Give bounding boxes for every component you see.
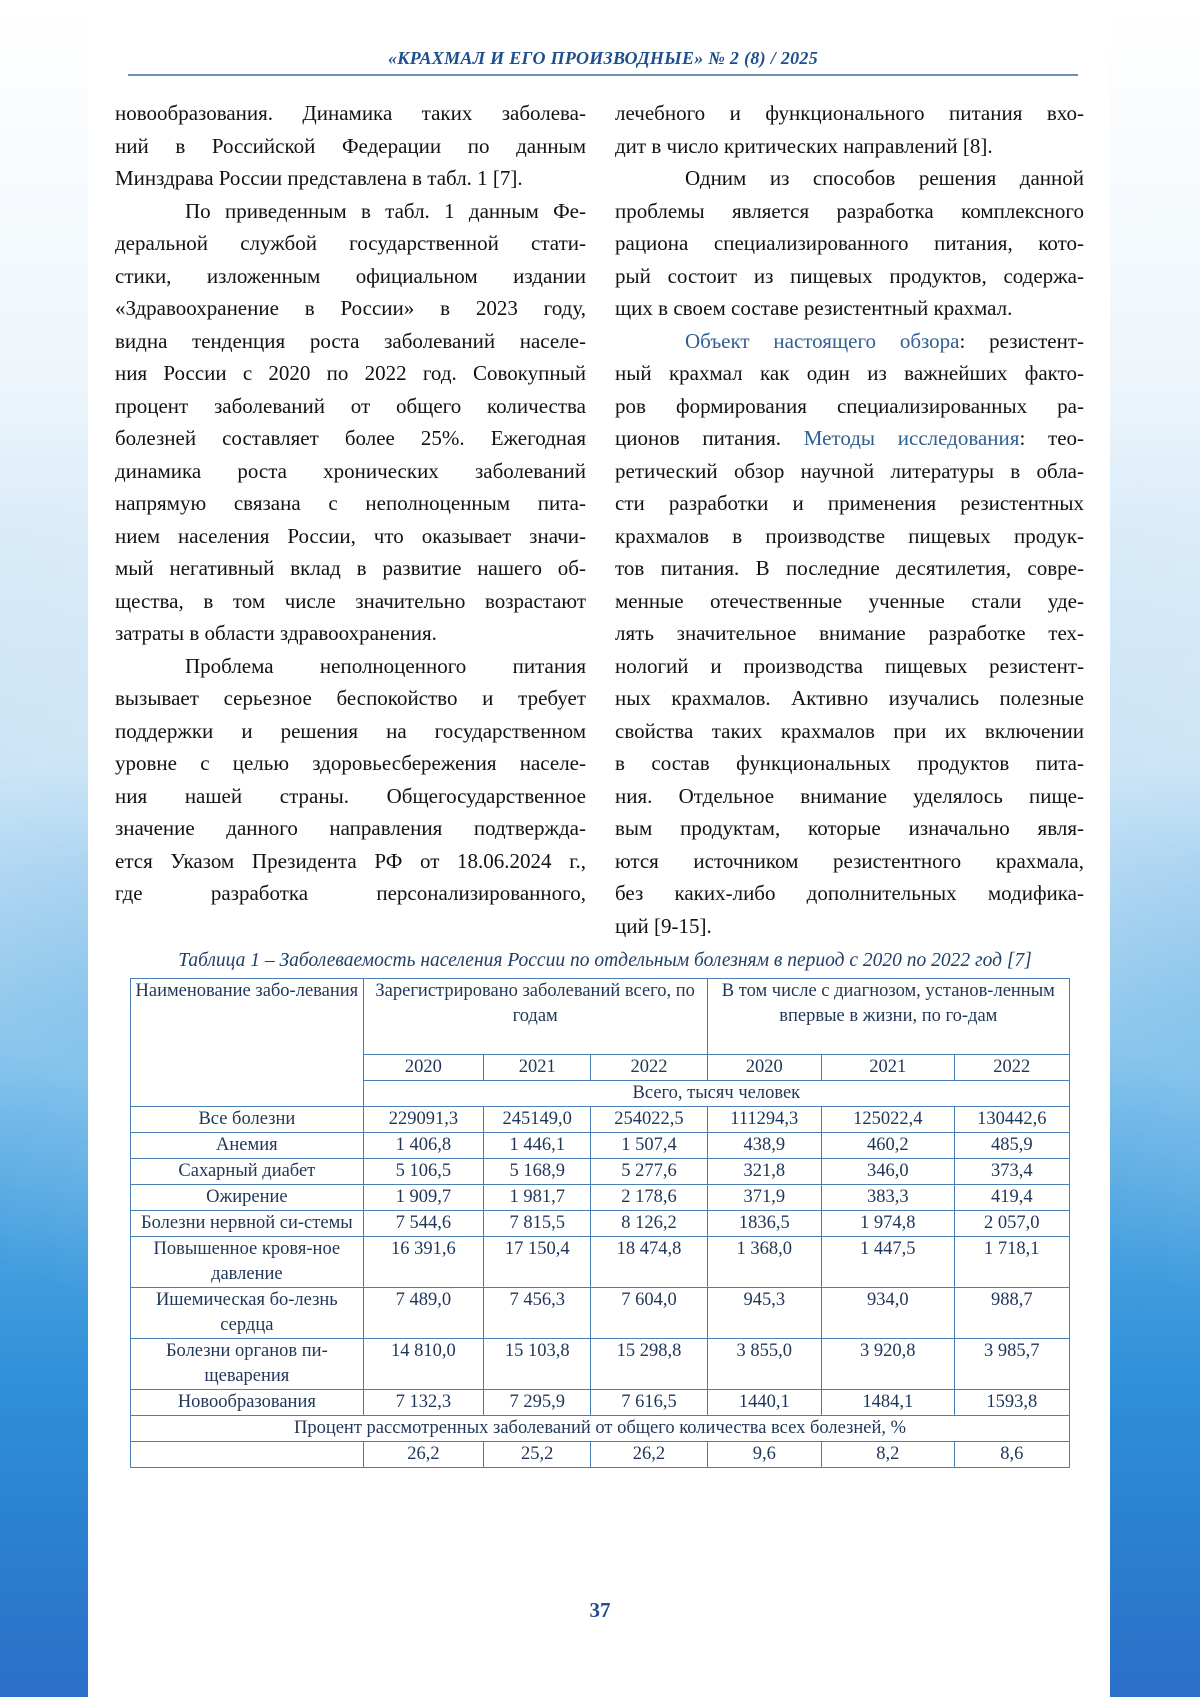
- text-line-content: [615, 134, 993, 158]
- table-cell: 5 168,9: [484, 1159, 591, 1185]
- disease-name: Болезни органов пи-щеварения: [131, 1339, 364, 1390]
- text-line-content: [615, 816, 1084, 840]
- text-line: [615, 617, 1084, 650]
- header-disease-name: Наименование забо-левания: [131, 979, 364, 1107]
- text-line: [615, 455, 1084, 488]
- disease-name: Ишемическая бо-лезнь сердца: [131, 1288, 364, 1339]
- header-registered: Зарегистрировано заболеваний всего, по годам: [363, 979, 707, 1055]
- text-column-right: [615, 97, 1084, 942]
- text-segment: ний в Российской Федерации по данным: [115, 134, 586, 158]
- text-line-content: [115, 166, 523, 190]
- text-line: [115, 715, 586, 748]
- text-line-content: [615, 719, 1084, 743]
- text-segment: поддержки и решения на государственном: [115, 719, 586, 743]
- text-segment: дит в число критических направлений [8].: [615, 134, 993, 158]
- text-segment: мый негативный вклад в развитие нашего об-: [115, 556, 586, 580]
- text-line-content: [685, 329, 1084, 353]
- year-header: 2020: [707, 1055, 821, 1081]
- text-segment: щих в своем составе резистентный крахмал.: [615, 296, 1012, 320]
- text-segment: Проблема неполноценного питания: [185, 654, 586, 678]
- text-segment: свойства таких крахмалов при их включении: [615, 719, 1084, 743]
- decorative-side-band-right: [1110, 0, 1200, 1697]
- text-line: [115, 617, 586, 650]
- text-line: [115, 487, 586, 520]
- table-cell: 371,9: [707, 1185, 821, 1211]
- text-line-content: [115, 524, 586, 548]
- text-segment: менные отечественные ученные стали уде-: [615, 589, 1084, 613]
- text-segment: нием населения России, что оказывает значи-: [115, 524, 586, 548]
- text-segment: процент заболеваний от общего количества: [115, 394, 586, 418]
- table-cell: 321,8: [707, 1159, 821, 1185]
- text-line: [615, 97, 1084, 130]
- table-cell: 7 544,6: [363, 1211, 483, 1237]
- text-line: [615, 747, 1084, 780]
- text-line: [615, 390, 1084, 423]
- text-segment: ций [9-15].: [615, 914, 712, 938]
- text-segment: ный крахмал как один из важнейших факто-: [615, 361, 1084, 385]
- table-cell: 346,0: [821, 1159, 954, 1185]
- text-segment: ров формирования специализированных ра-: [615, 394, 1084, 418]
- text-line: [115, 97, 586, 130]
- table-cell: 111294,3: [707, 1107, 821, 1133]
- text-segment: ется Указом Президента РФ от 18.06.2024 г.,: [115, 849, 586, 873]
- text-segment: «Здравоохранение в России» в 2023 году,: [115, 296, 586, 320]
- text-segment: проблемы является разработка комплексного: [615, 199, 1084, 223]
- text-line: [115, 552, 586, 585]
- disease-table: [130, 978, 1070, 1468]
- percent-label-row: [131, 1416, 1070, 1442]
- text-segment: ретический обзор научной литературы в обла-: [615, 459, 1084, 483]
- table-cell: 7 815,5: [484, 1211, 591, 1237]
- table-cell: 15 103,8: [484, 1339, 591, 1390]
- text-line: [615, 487, 1084, 520]
- year-header: 2020: [363, 1055, 483, 1081]
- text-line: [115, 325, 586, 358]
- text-line: [115, 260, 586, 293]
- text-line-content: [115, 329, 586, 353]
- text-line: [615, 292, 1084, 325]
- text-line: [115, 812, 586, 845]
- table-row: [131, 1159, 1070, 1185]
- text-line: [115, 422, 586, 455]
- text-line-content: [115, 361, 586, 385]
- percent-cell: 9,6: [707, 1442, 821, 1468]
- text-line-content: [615, 426, 1084, 450]
- text-line: [615, 162, 1084, 195]
- text-line-content: [115, 134, 586, 158]
- text-line-content: [615, 491, 1084, 515]
- table-cell: 5 106,5: [363, 1159, 483, 1185]
- table-cell: 383,3: [821, 1185, 954, 1211]
- table-cell: 485,9: [954, 1133, 1069, 1159]
- text-line-content: [115, 816, 586, 840]
- text-line: [115, 130, 586, 163]
- text-line-content: [115, 589, 586, 613]
- text-line: [615, 520, 1084, 553]
- table-cell: 3 920,8: [821, 1339, 954, 1390]
- text-segment: ных крахмалов. Активно изучались полезные: [615, 686, 1084, 710]
- percent-label: Процент рассмотренных заболеваний от общего количества всех болезней, %: [131, 1416, 1070, 1442]
- year-header: 2022: [591, 1055, 707, 1081]
- text-line: [115, 682, 586, 715]
- table-cell: 1 446,1: [484, 1133, 591, 1159]
- table-cell: 5 277,6: [591, 1159, 707, 1185]
- text-line: [615, 195, 1084, 228]
- text-line-content: [615, 621, 1084, 645]
- text-line-content: [115, 686, 586, 710]
- text-line-content: [615, 849, 1084, 873]
- text-line: [615, 585, 1084, 618]
- table-row: [131, 1288, 1070, 1339]
- text-line-content: [615, 881, 1084, 905]
- text-line: [615, 552, 1084, 585]
- text-line-content: [615, 264, 1084, 288]
- table-row: [131, 1133, 1070, 1159]
- table-cell: 245149,0: [484, 1107, 591, 1133]
- text-line-content: [115, 426, 586, 450]
- text-segment: крахмалов в производстве пищевых продук-: [615, 524, 1084, 548]
- table-cell: 7 295,9: [484, 1390, 591, 1416]
- text-line: [115, 520, 586, 553]
- table-cell: 2 057,0: [954, 1211, 1069, 1237]
- text-segment: ния нашей страны. Общегосударственное: [115, 784, 586, 808]
- text-line-content: [115, 849, 586, 873]
- text-segment: Минздрава России представлена в табл. 1 [7].: [115, 166, 523, 190]
- table-cell: 14 810,0: [363, 1339, 483, 1390]
- text-segment: вызывает серьезное беспокойство и требует: [115, 686, 586, 710]
- text-line: [115, 227, 586, 260]
- table-cell: 1836,5: [707, 1211, 821, 1237]
- table-cell: 16 391,6: [363, 1237, 483, 1288]
- text-line-content: [615, 394, 1084, 418]
- year-header: 2021: [821, 1055, 954, 1081]
- text-line-content: [115, 556, 586, 580]
- text-line: [615, 682, 1084, 715]
- text-segment: уровне с целью здоровьесбережения населе-: [115, 751, 586, 775]
- text-segment: вым продуктам, которые изначально явля-: [615, 816, 1084, 840]
- text-line: [115, 877, 586, 910]
- text-line: [115, 747, 586, 780]
- text-segment: ния России с 2020 по 2022 год. Совокупный: [115, 361, 586, 385]
- text-segment: болезней составляет более 25%. Ежегодная: [115, 426, 586, 450]
- table-cell: 254022,5: [591, 1107, 707, 1133]
- text-line: [615, 357, 1084, 390]
- text-line: [615, 227, 1084, 260]
- text-line: [115, 455, 586, 488]
- text-segment: По приведенным в табл. 1 данным Фе-: [185, 199, 586, 223]
- text-line-content: [615, 589, 1084, 613]
- text-line: [615, 780, 1084, 813]
- text-line: [115, 195, 586, 228]
- text-segment: щества, в том числе значительно возрастают: [115, 589, 586, 613]
- text-line-content: [615, 751, 1084, 775]
- disease-name: Болезни нервной си-стемы: [131, 1211, 364, 1237]
- text-line-content: [615, 654, 1084, 678]
- text-segment: ются источником резистентного крахмала,: [615, 849, 1084, 873]
- text-segment: новообразования. Динамика таких заболева-: [115, 101, 586, 125]
- text-segment: динамика роста хронических заболеваний: [115, 459, 586, 483]
- text-line: [615, 877, 1084, 910]
- text-line-content: [115, 751, 586, 775]
- table-caption: Таблица 1 – Заболеваемость населения России по отдельным болезням в период с 2020 по 2022 год [7]: [110, 950, 1100, 972]
- table-cell: 1 406,8: [363, 1133, 483, 1159]
- table-cell: 934,0: [821, 1288, 954, 1339]
- text-segment: напрямую связана с неполноценным пита-: [115, 491, 586, 515]
- text-segment: Одним из способов решения данной: [685, 166, 1084, 190]
- table-cell: 17 150,4: [484, 1237, 591, 1288]
- text-segment: тов питания. В последние десятилетия, совре-: [615, 556, 1084, 580]
- text-line: [115, 357, 586, 390]
- table-cell: 945,3: [707, 1288, 821, 1339]
- table-cell: 7 489,0: [363, 1288, 483, 1339]
- page-number: 37: [0, 1598, 1200, 1623]
- text-line: [115, 845, 586, 878]
- table-cell: 1484,1: [821, 1390, 954, 1416]
- table-row: [131, 1185, 1070, 1211]
- percent-cell: 25,2: [484, 1442, 591, 1468]
- disease-name: Ожирение: [131, 1185, 364, 1211]
- table-cell: 3 985,7: [954, 1339, 1069, 1390]
- text-line: [615, 422, 1084, 455]
- text-line: [615, 260, 1084, 293]
- text-segment: видна тенденция роста заболеваний населе-: [115, 329, 586, 353]
- text-line: [115, 585, 586, 618]
- table-cell: 1 974,8: [821, 1211, 954, 1237]
- text-segment: рациона специализированного питания, кото-: [615, 231, 1084, 255]
- table-cell: 1 909,7: [363, 1185, 483, 1211]
- text-line-content: [185, 199, 586, 223]
- text-line-content: [615, 686, 1084, 710]
- text-line-content: [615, 556, 1084, 580]
- table-cell: 18 474,8: [591, 1237, 707, 1288]
- disease-name: Все болезни: [131, 1107, 364, 1133]
- header-divider: [128, 74, 1078, 76]
- table-cell: 3 855,0: [707, 1339, 821, 1390]
- percent-cell: 26,2: [591, 1442, 707, 1468]
- text-line-content: [615, 784, 1084, 808]
- table-cell: 1 507,4: [591, 1133, 707, 1159]
- text-segment: : тео-: [1019, 426, 1084, 450]
- text-segment: где разработка персонализированного,: [115, 881, 586, 905]
- percent-cell: 26,2: [363, 1442, 483, 1468]
- text-column-left: [115, 97, 586, 910]
- text-segment: в состав функциональных продуктов пита-: [615, 751, 1084, 775]
- text-line-content: [615, 231, 1084, 255]
- text-line-content: [115, 264, 586, 288]
- text-line-content: [115, 621, 437, 645]
- table-cell: 1593,8: [954, 1390, 1069, 1416]
- text-line-content: [185, 654, 586, 678]
- text-line-content: [115, 101, 586, 125]
- disease-name: Анемия: [131, 1133, 364, 1159]
- disease-name: Повышенное кровя-ное давление: [131, 1237, 364, 1288]
- percent-cell: 8,6: [954, 1442, 1069, 1468]
- text-segment: ния. Отдельное внимание уделялось пище-: [615, 784, 1084, 808]
- table-row: [131, 1390, 1070, 1416]
- decorative-side-band-left: [0, 0, 88, 1697]
- text-segment: сти разработки и применения резистентных: [615, 491, 1084, 515]
- text-line: [615, 845, 1084, 878]
- table-cell: 7 604,0: [591, 1288, 707, 1339]
- text-line: [115, 292, 586, 325]
- table-cell: 2 178,6: [591, 1185, 707, 1211]
- text-segment: лечебного и функционального питания вхо-: [615, 101, 1084, 125]
- text-line-content: [115, 491, 586, 515]
- text-line-content: [615, 914, 712, 938]
- table-cell: 7 616,5: [591, 1390, 707, 1416]
- table-cell: 8 126,2: [591, 1211, 707, 1237]
- text-line-content: [685, 166, 1084, 190]
- percent-row-name: [131, 1442, 364, 1468]
- text-line-content: [615, 524, 1084, 548]
- text-line-content: [115, 881, 586, 905]
- text-line-content: [615, 459, 1084, 483]
- disease-name: Новообразования: [131, 1390, 364, 1416]
- text-segment: стики, изложенным официальном издании: [115, 264, 586, 288]
- table-cell: 460,2: [821, 1133, 954, 1159]
- table-row: [131, 1237, 1070, 1288]
- text-segment: затраты в области здравоохранения.: [115, 621, 437, 645]
- text-line-content: [115, 719, 586, 743]
- text-line-content: [615, 199, 1084, 223]
- text-segment: нологий и производства пищевых резистент-: [615, 654, 1084, 678]
- text-segment: : резистент-: [960, 329, 1084, 353]
- table-cell: 7 456,3: [484, 1288, 591, 1339]
- running-header: «КРАХМАЛ И ЕГО ПРОИЗВОДНЫЕ» № 2 (8) / 2025: [128, 48, 1078, 69]
- text-line: [615, 715, 1084, 748]
- text-line: [615, 325, 1084, 358]
- year-header: 2022: [954, 1055, 1069, 1081]
- text-line: [615, 812, 1084, 845]
- header-first-diagnosed: В том числе с диагнозом, установ-ленным впервые в жизни, по го-дам: [707, 979, 1069, 1055]
- table-row: [131, 1211, 1070, 1237]
- text-line-content: [615, 361, 1084, 385]
- text-line: [615, 130, 1084, 163]
- text-line-content: [115, 231, 586, 255]
- text-segment: деральной службой государственной стати-: [115, 231, 586, 255]
- unit-label: Всего, тысяч человек: [363, 1081, 1069, 1107]
- table-cell: 419,4: [954, 1185, 1069, 1211]
- table-cell: 15 298,8: [591, 1339, 707, 1390]
- text-line: [115, 390, 586, 423]
- text-line-content: [115, 459, 586, 483]
- table-cell: 373,4: [954, 1159, 1069, 1185]
- table-cell: 1 447,5: [821, 1237, 954, 1288]
- table-cell: 1 368,0: [707, 1237, 821, 1288]
- year-header: 2021: [484, 1055, 591, 1081]
- text-line-content: [115, 296, 586, 320]
- table-cell: 988,7: [954, 1288, 1069, 1339]
- percent-cell: 8,2: [821, 1442, 954, 1468]
- highlighted-term: Методы исследования: [804, 426, 1020, 450]
- table-cell: 438,9: [707, 1133, 821, 1159]
- text-line-content: [115, 784, 586, 808]
- text-segment: рый состоит из пищевых продуктов, содержа-: [615, 264, 1084, 288]
- text-line: [615, 910, 1084, 943]
- text-segment: лять значительное внимание разработке тех-: [615, 621, 1084, 645]
- highlighted-term: Объект настоящего обзора: [685, 329, 960, 353]
- text-line: [615, 650, 1084, 683]
- table-cell: 229091,3: [363, 1107, 483, 1133]
- table-cell: 7 132,3: [363, 1390, 483, 1416]
- table-row: [131, 1107, 1070, 1133]
- table-cell: 1440,1: [707, 1390, 821, 1416]
- text-line: [115, 162, 586, 195]
- text-line: [115, 780, 586, 813]
- percent-values-row: [131, 1442, 1070, 1468]
- text-segment: значение данного направления подтвержда-: [115, 816, 586, 840]
- table-cell: 130442,6: [954, 1107, 1069, 1133]
- text-line-content: [115, 394, 586, 418]
- text-segment: без каких-либо дополнительных модифика-: [615, 881, 1084, 905]
- text-segment: ционов питания.: [615, 426, 804, 450]
- table-header-row: [131, 979, 1070, 1055]
- table-cell: 1 718,1: [954, 1237, 1069, 1288]
- table-cell: 1 981,7: [484, 1185, 591, 1211]
- text-line-content: [615, 296, 1012, 320]
- table-row: [131, 1339, 1070, 1390]
- text-line: [115, 650, 586, 683]
- table-cell: 125022,4: [821, 1107, 954, 1133]
- text-line-content: [615, 101, 1084, 125]
- disease-name: Сахарный диабет: [131, 1159, 364, 1185]
